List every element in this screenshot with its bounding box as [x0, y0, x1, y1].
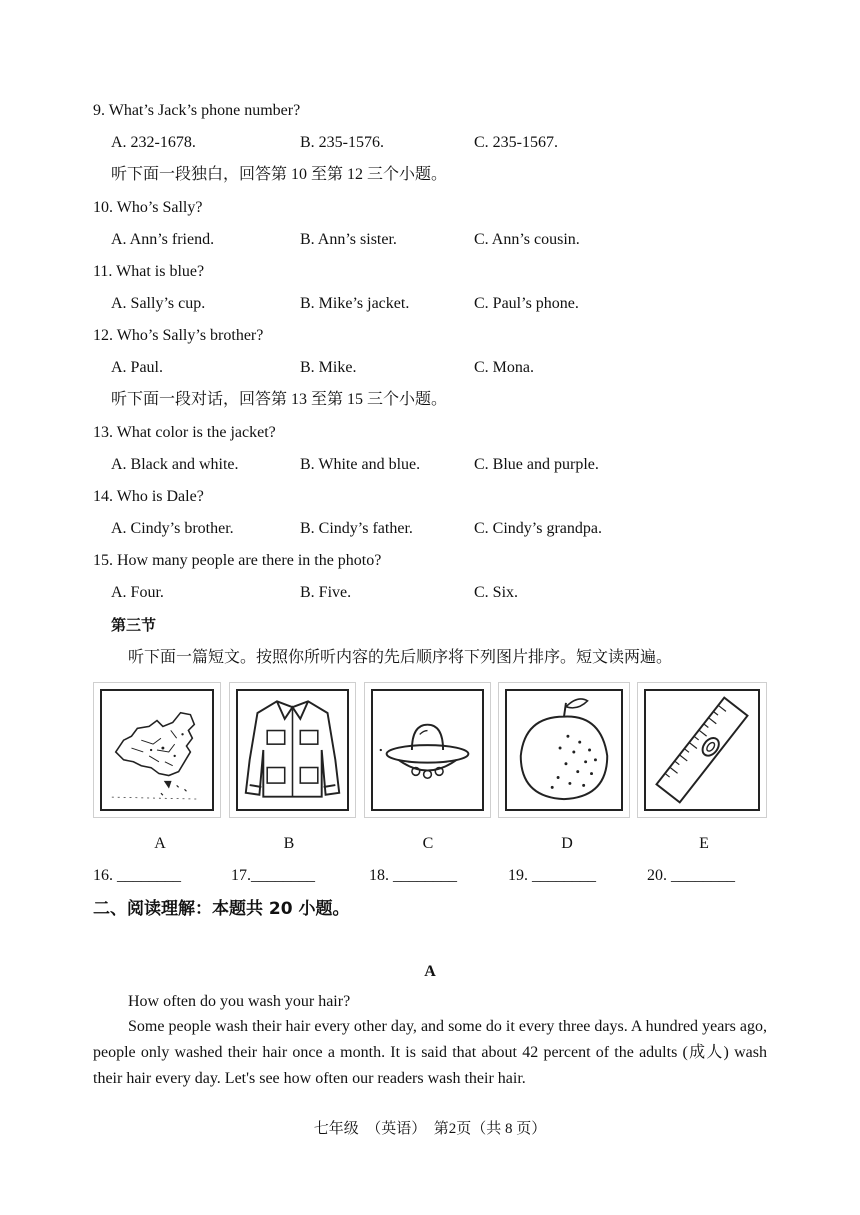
answer-blank-18[interactable]: 18. ________	[369, 867, 457, 884]
q9-option-b: B. 235-1576.	[300, 134, 384, 151]
picture-label-b: B	[283, 835, 295, 852]
q11-option-c: C. Paul’s phone.	[474, 295, 579, 312]
q13-option-c: C. Blue and purple.	[474, 456, 599, 473]
picture-label-a: A	[154, 835, 166, 852]
picture-d	[498, 682, 630, 818]
section-3-instruction: 听下面一篇短文。按照你所听内容的先后顺序将下列图片排序。短文读两遍。	[128, 649, 673, 666]
question-11: 11. What is blue?	[93, 263, 205, 280]
q14-option-c: C. Cindy’s grandpa.	[474, 520, 602, 537]
ruler-icon	[646, 691, 758, 809]
passage-title: A	[424, 963, 436, 980]
answer-blank-16[interactable]: 16. ________	[93, 867, 181, 884]
dialogue-instruction: 听下面一段对话，回答第 13 至第 15 三个小题。	[111, 391, 448, 408]
q15-option-c: C. Six.	[474, 584, 519, 601]
passage-paragraph-1: How often do you wash your hair?	[128, 993, 351, 1010]
q12-option-a: A. Paul.	[111, 359, 163, 376]
answer-blank-17[interactable]: 17.________	[231, 867, 315, 884]
q14-option-b: B. Cindy’s father.	[300, 520, 413, 537]
answer-blank-19[interactable]: 19. ________	[508, 867, 596, 884]
monologue-instruction: 听下面一段独白，回答第 10 至第 12 三个小题。	[111, 166, 448, 183]
q10-option-c: C. Ann’s cousin.	[474, 231, 580, 248]
passage-paragraph-2: Some people wash their hair every other day, and some do it every three days. A hundred years ago, people only washed their hair once a month. It is said that about 42 percent of the adults (成人) wash their hair every day. Let's see how often our readers wash their hair.	[93, 1018, 767, 1087]
q10-option-b: B. Ann’s sister.	[300, 231, 397, 248]
reading-section-heading: 二、阅读理解：本题共 20 小题。	[93, 899, 350, 919]
q9-option-a: A. 232-1678.	[111, 134, 196, 151]
picture-label-e: E	[699, 835, 709, 852]
picture-e	[637, 682, 767, 818]
q11-option-b: B. Mike’s jacket.	[300, 295, 410, 312]
picture-c	[364, 682, 491, 818]
question-12: 12. Who’s Sally’s brother?	[93, 327, 264, 344]
section-3-title: 第三节	[111, 616, 157, 634]
question-10: 10. Who’s Sally?	[93, 199, 203, 216]
picture-a	[93, 682, 221, 818]
q12-option-c: C. Mona.	[474, 359, 534, 376]
page-footer: 七年级 （英语） 第2页（共 8 页）	[313, 1121, 547, 1137]
q13-option-a: A. Black and white.	[111, 456, 239, 473]
picture-label-d: D	[561, 835, 573, 852]
q11-option-a: A. Sally’s cup.	[111, 295, 206, 312]
jacket-icon	[238, 691, 347, 809]
ufo-icon	[373, 691, 482, 809]
q13-option-b: B. White and blue.	[300, 456, 421, 473]
question-15: 15. How many people are there in the photo?	[93, 552, 382, 569]
map-icon	[102, 691, 212, 809]
answer-blank-20[interactable]: 20. ________	[647, 867, 735, 884]
question-13: 13. What color is the jacket?	[93, 424, 276, 441]
question-14: 14. Who is Dale?	[93, 488, 204, 505]
orange-icon	[507, 691, 621, 809]
q9-option-c: C. 235-1567.	[474, 134, 558, 151]
q15-option-b: B. Five.	[300, 584, 352, 601]
q10-option-a: A. Ann’s friend.	[111, 231, 215, 248]
question-9: 9. What’s Jack’s phone number?	[93, 102, 301, 119]
q14-option-a: A. Cindy’s brother.	[111, 520, 234, 537]
q15-option-a: A. Four.	[111, 584, 164, 601]
q12-option-b: B. Mike.	[300, 359, 357, 376]
picture-b	[229, 682, 356, 818]
picture-label-c: C	[422, 835, 434, 852]
